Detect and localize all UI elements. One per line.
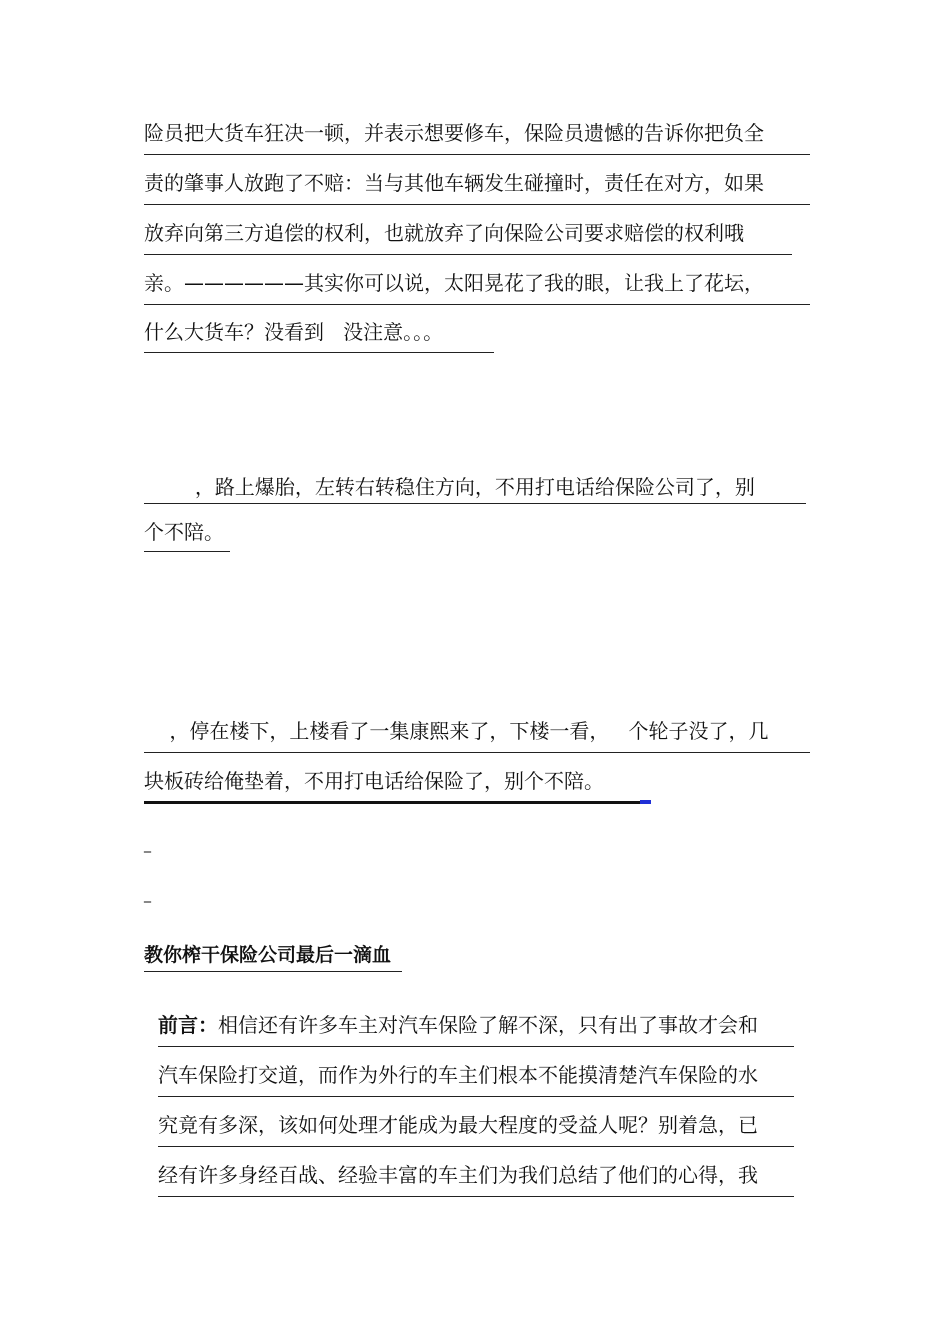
text-line: 什么大货车？没看到 没注意。。。: [144, 320, 444, 344]
underline: [144, 801, 640, 804]
preface-line: 究竟有多深，该如何处理才能成为最大程度的受益人呢？别着急，已: [158, 1113, 758, 1137]
section-heading: 教你榨干保险公司最后一滴血: [144, 944, 392, 966]
underline: [144, 752, 810, 753]
underline: [144, 304, 810, 305]
dash-mark: _: [144, 837, 151, 853]
preface-text: 相信还有许多车主对汽车保险了解不深，只有出了事故才会和: [218, 1013, 758, 1037]
underline: [144, 352, 494, 353]
underline: [158, 1196, 794, 1197]
text-line: 个不陪。: [144, 520, 224, 544]
text-line: 块板砖给俺垫着，不用打电话给保险了，别个不陪。: [144, 769, 604, 793]
underline: [144, 551, 230, 552]
underline: [144, 154, 810, 155]
underline: [158, 1046, 794, 1047]
text-line: ，路上爆胎，左转右转稳住方向，不用打电话给保险公司了，别: [144, 475, 755, 499]
underline: [144, 204, 810, 205]
cursor-mark: [640, 800, 651, 804]
underline: [144, 503, 806, 504]
preface-line: 汽车保险打交道，而作为外行的车主们根本不能摸清楚汽车保险的水: [158, 1063, 758, 1087]
text-line: 亲。——————其实你可以说，太阳晃花了我的眼，让我上了花坛，: [144, 271, 764, 295]
text-line: 放弃向第三方追偿的权利，也就放弃了向保险公司要求赔偿的权利哦: [144, 221, 744, 245]
dash-mark: _: [144, 887, 151, 903]
underline: [158, 1096, 794, 1097]
underline: [158, 1146, 794, 1147]
preface-line: 经有许多身经百战、经验丰富的车主们为我们总结了他们的心得，我: [158, 1163, 758, 1187]
preface-label: 前言：: [158, 1013, 218, 1037]
underline: [144, 971, 402, 972]
underline: [144, 254, 792, 255]
text-line: ，停在楼下，上楼看了一集康熙来了，下楼一看， 个轮子没了，几: [144, 719, 769, 743]
text-line: 责的肇事人放跑了不赔：当与其他车辆发生碰撞时，责任在对方，如果: [144, 171, 764, 195]
preface-line-1: [158, 1012, 758, 1038]
text-line: 险员把大货车狂决一顿，并表示想要修车，保险员遗憾的告诉你把负全: [144, 121, 764, 145]
